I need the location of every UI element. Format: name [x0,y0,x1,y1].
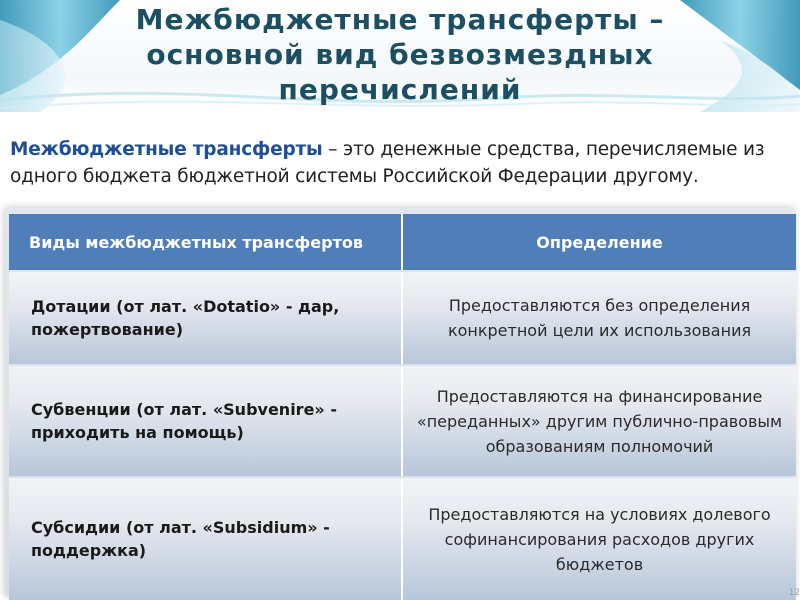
transfer-type-cell: Субвенции (от лат. «Subvenire» - приходить на помощь) [31,400,337,442]
header-definition: Определение [536,232,663,252]
transfer-type-cell: Дотации (от лат. «Dotatio» - дар, пожертвование) [31,297,340,339]
header-types: Виды межбюджетных трансфертов [29,232,363,252]
transfers-table [5,208,794,596]
page-number: 12 [788,588,800,598]
transfer-definition-cell: Предоставляются на финансирование «переданных» другим публично-правовым образованиям полномочий [416,386,783,456]
transfer-definition-cell: Предоставляются без определения конкретной цели их использования [447,296,752,340]
table-row [9,272,796,364]
table-header-row [9,214,796,270]
slide-title-line: перечислений [278,73,522,106]
slide-title [80,2,720,107]
slide-title-line: Межбюджетные трансферты – [135,3,665,36]
transfer-definition-cell: Предоставляются на условиях долевого софинансирования расходов других бюджетов [428,504,771,574]
table-row [9,478,796,600]
slide-title-line: основной вид безвозмездных [146,38,654,71]
transfer-type-cell: Субсидии (от лат. «Subsidium» - поддержка) [31,518,330,560]
title-band [0,0,800,112]
table-row [9,366,796,476]
definition-term: Межбюджетные трансферты [10,139,323,160]
definition-paragraph [10,136,795,190]
definition-text: – это денежные средства, перечисляемые из одного бюджета бюджетной системы Российской Федерации другому. [10,139,765,187]
